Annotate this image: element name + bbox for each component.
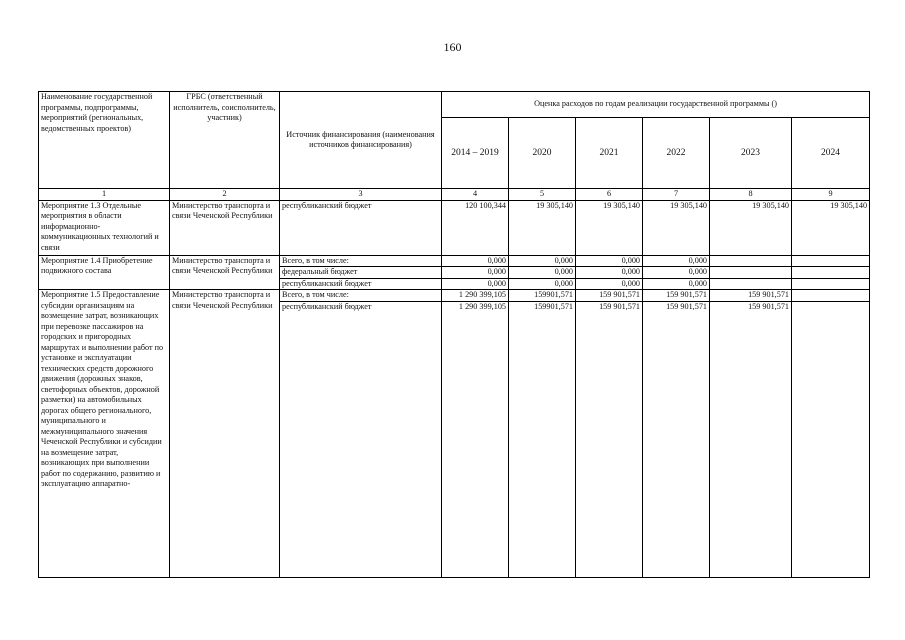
row-source: Всего, в том числе: (280, 290, 442, 302)
row-source: федеральный бюджет (280, 267, 442, 279)
row-value: 19 305,140 (643, 200, 710, 255)
row-value: 0,000 (442, 267, 509, 279)
row-value: 159 901,571 (643, 290, 710, 302)
row-value: 0,000 (576, 267, 643, 279)
header-year: 2021 (576, 118, 643, 189)
row-value: 0,000 (442, 278, 509, 290)
row-value: 0,000 (509, 278, 576, 290)
row-value: 159 901,571 (643, 301, 710, 577)
row-value (792, 278, 870, 290)
row-value: 0,000 (442, 255, 509, 267)
row-grbs: Министерство транспорта и связи Чеченской Республики (170, 290, 280, 578)
column-index: 4 (442, 189, 509, 201)
column-index: 7 (643, 189, 710, 201)
row-value (710, 267, 792, 279)
row-value: 19 305,140 (576, 200, 643, 255)
row-value: 0,000 (643, 278, 710, 290)
row-value: 0,000 (643, 267, 710, 279)
row-value: 0,000 (576, 255, 643, 267)
column-index: 1 (39, 189, 170, 201)
row-grbs: Министерство транспорта и связи Чеченской Республики (170, 200, 280, 255)
row-value: 0,000 (509, 255, 576, 267)
row-value: 19 305,140 (792, 200, 870, 255)
table-row (39, 290, 870, 302)
header-year: 2024 (792, 118, 870, 189)
row-value: 159 901,571 (576, 290, 643, 302)
row-value: 120 100,344 (442, 200, 509, 255)
header-year: 2022 (643, 118, 710, 189)
header-year: 2020 (509, 118, 576, 189)
page-number: 160 (443, 40, 462, 54)
table-row (39, 255, 870, 267)
header-source: Источник финансирования (наименования источников финансирования) (280, 92, 442, 189)
row-source: республиканский бюджет (280, 278, 442, 290)
row-value: 159901,571 (509, 301, 576, 577)
column-index: 2 (170, 189, 280, 201)
row-source: республиканский бюджет (280, 301, 442, 577)
column-index: 5 (509, 189, 576, 201)
row-source: республиканский бюджет (280, 200, 442, 255)
row-name: Мероприятие 1.4 Приобретение подвижного состава (39, 255, 170, 290)
column-index: 3 (280, 189, 442, 201)
row-value (710, 278, 792, 290)
row-value (792, 255, 870, 267)
header-name: Наименование государственной программы, подпрограммы, мероприятий (региональных, ведомственных проектов) (39, 92, 170, 189)
row-value (792, 301, 870, 577)
row-value: 159901,571 (509, 290, 576, 302)
row-value: 0,000 (576, 278, 643, 290)
column-index: 6 (576, 189, 643, 201)
row-name: Мероприятие 1.3 Отдельные мероприятия в области информационно-коммуникационных технологий и связи (39, 200, 170, 255)
row-value: 19 305,140 (710, 200, 792, 255)
row-value: 159 901,571 (710, 290, 792, 302)
header-grbs: ГРБС (ответственный исполнитель, соисполнитель, участник) (170, 92, 280, 189)
table-row (39, 200, 870, 255)
row-name: Мероприятие 1.5 Предоставление субсидии организациям на возмещение затрат, возникающих при перевозке пассажиров на городских и пригородных маршрутах и выполнении работ по установке и эксплуатации технических средств дорожного движения (дорожных знаков, светофорных объектов, дорожной разметки) на автомобильных дорогах общего регионального, муниципального и межмуниципального значения Чеченской Республики и субсидии на возмещение затрат, возникающих при выполнении работ по содержанию, развитию и эксплуатацию аппаратно- (39, 290, 170, 578)
row-value: 0,000 (643, 255, 710, 267)
row-value: 159 901,571 (576, 301, 643, 577)
column-index: 9 (792, 189, 870, 201)
row-value (792, 267, 870, 279)
row-value: 19 305,140 (509, 200, 576, 255)
row-value: 1 290 399,105 (442, 290, 509, 302)
header-year: 2014 – 2019 (442, 118, 509, 189)
row-value: 1 290 399,105 (442, 301, 509, 577)
header-estimate: Оценка расходов по годам реализации государственной программы () (442, 92, 870, 118)
row-value: 0,000 (509, 267, 576, 279)
row-grbs: Министерство транспорта и связи Чеченской Республики (170, 255, 280, 290)
row-value: 159 901,571 (710, 301, 792, 577)
header-year: 2023 (710, 118, 792, 189)
budget-table (38, 91, 870, 578)
row-value (792, 290, 870, 302)
row-value (710, 255, 792, 267)
column-index-row (39, 189, 870, 201)
row-source: Всего, в том числе: (280, 255, 442, 267)
column-index: 8 (710, 189, 792, 201)
